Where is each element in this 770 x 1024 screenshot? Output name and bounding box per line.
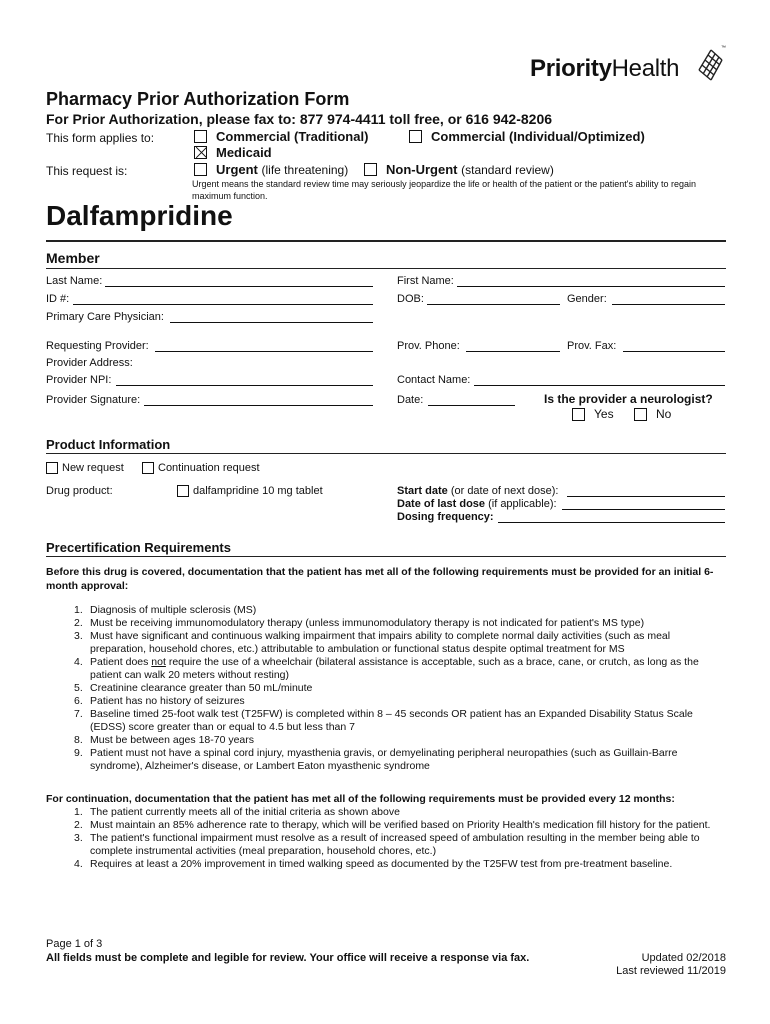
fax-instructions: For Prior Authorization, please fax to: 877 974-4411 toll free, or 616 942-8206 bbox=[46, 111, 553, 127]
list-item: 4. Patient does not require the use of a wheelchair (bilateral assistance is acceptable, such as a brace, cane, or crutch, as long as the patient can walk 20 meters without resting) bbox=[74, 656, 699, 681]
requesting-provider-field[interactable] bbox=[155, 351, 373, 352]
provider-npi-field[interactable] bbox=[116, 385, 373, 386]
list-item: 3. The patient's functional impairment must resolve as a result of increased speed of ambulation resulting in the member being able to complete instrumental activities (meal preparation, household chores, etc.) bbox=[74, 832, 700, 857]
last-dose-bold: Date of last dose bbox=[397, 498, 486, 510]
drug-product-label: Drug product: bbox=[46, 485, 113, 497]
dosing-frequency-field[interactable] bbox=[498, 522, 725, 523]
start-date-bold: Start date bbox=[397, 485, 448, 497]
logo-grid-icon bbox=[697, 46, 723, 82]
neurologist-no-label: No bbox=[656, 407, 672, 421]
pcp-field[interactable] bbox=[170, 322, 373, 323]
neurologist-question: Is the provider a neurologist? bbox=[544, 392, 713, 406]
form-title: Pharmacy Prior Authorization Form bbox=[46, 89, 350, 109]
provider-npi-label: Provider NPI: bbox=[46, 374, 112, 386]
requesting-provider-label: Requesting Provider: bbox=[46, 340, 149, 352]
last-dose-field[interactable] bbox=[562, 509, 725, 510]
list-item: 2. Must be receiving immunomodulatory therapy (unless immunomodulatory therapy is not indicated for patient's MS type) bbox=[74, 617, 645, 629]
date-field[interactable] bbox=[428, 405, 515, 406]
initial-requirements-list bbox=[46, 604, 726, 773]
urgent-label: Urgent bbox=[216, 162, 258, 177]
checkbox-continuation-request[interactable] bbox=[142, 462, 154, 474]
drug-title: Dalfampridine bbox=[46, 200, 233, 231]
option-commercial-individual: Commercial (Individual/Optimized) bbox=[431, 129, 645, 144]
first-name-label: First Name: bbox=[397, 275, 454, 287]
dob-label: DOB: bbox=[397, 293, 424, 305]
urgent-footnote: Urgent means the standard review time may seriously jeopardize the life or health of the patient or the patient's ability to regain maximum function. bbox=[192, 179, 696, 201]
dob-field[interactable] bbox=[427, 304, 560, 305]
urgent-note: (life threatening) bbox=[261, 163, 349, 177]
last-name-field[interactable] bbox=[105, 286, 373, 287]
list-item: 3. Must have significant and continuous walking impairment that impairs ability to complete normal daily activities (such as meal preparation, household chores, etc.) attributable to ambulation or functional status despite optimal treatment for MS bbox=[74, 630, 671, 655]
id-label: ID #: bbox=[46, 293, 70, 305]
initial-requirements-intro: Before this drug is covered, documentation that the patient has met all of the following requirements must be provided for an initial 6-month approval: bbox=[46, 566, 714, 592]
last-name-label: Last Name: bbox=[46, 275, 103, 287]
list-item: 5. Creatinine clearance greater than 50 mL/minute bbox=[74, 682, 313, 694]
contact-name-field[interactable] bbox=[474, 385, 725, 386]
provider-address-label: Provider Address: bbox=[46, 357, 133, 369]
contact-name-label: Contact Name: bbox=[397, 374, 471, 386]
request-type-label: This request is: bbox=[46, 164, 128, 178]
dalfampridine-option-label: dalfampridine 10 mg tablet bbox=[193, 485, 323, 497]
prov-phone-field[interactable] bbox=[466, 351, 560, 352]
non-urgent-label: Non-Urgent bbox=[386, 162, 458, 177]
trademark-mark: ™ bbox=[721, 45, 726, 51]
new-request-label: New request bbox=[62, 462, 124, 474]
checkbox-medicaid[interactable] bbox=[194, 146, 207, 159]
checkbox-non-urgent[interactable] bbox=[364, 163, 377, 176]
checkbox-neurologist-yes[interactable] bbox=[572, 408, 585, 421]
dosing-frequency-label: Dosing frequency: bbox=[397, 511, 494, 523]
start-date-label bbox=[397, 485, 558, 497]
checkbox-neurologist-no[interactable] bbox=[634, 408, 647, 421]
list-item: 1. Diagnosis of multiple sclerosis (MS) bbox=[74, 604, 257, 616]
date-label: Date: bbox=[397, 394, 424, 406]
checkbox-new-request[interactable] bbox=[46, 462, 58, 474]
prov-phone-label: Prov. Phone: bbox=[397, 340, 460, 352]
checkbox-dalfampridine[interactable] bbox=[177, 485, 189, 497]
title-divider bbox=[46, 240, 726, 242]
first-name-field[interactable] bbox=[457, 286, 725, 287]
neurologist-yes-label: Yes bbox=[594, 407, 614, 421]
logo-text-light: Health bbox=[611, 55, 680, 82]
pcp-label: Primary Care Physician: bbox=[46, 311, 164, 323]
continuation-requirements-list bbox=[46, 806, 726, 871]
list-item: 2. Must maintain an 85% adherence rate to therapy, which will be verified based on Priority Health's medication fill history for the patient. bbox=[74, 819, 711, 831]
precert-heading: Precertification Requirements bbox=[46, 540, 231, 555]
last-reviewed-date: Last reviewed 11/2019 bbox=[616, 965, 726, 977]
page-number: Page 1 of 3 bbox=[46, 938, 103, 950]
checkbox-urgent[interactable] bbox=[194, 163, 207, 176]
provider-signature-field[interactable] bbox=[144, 405, 373, 406]
member-heading: Member bbox=[46, 250, 100, 266]
product-divider bbox=[46, 453, 726, 454]
product-heading: Product Information bbox=[46, 437, 171, 452]
non-urgent-note: (standard review) bbox=[461, 163, 554, 177]
last-dose-note: (if applicable): bbox=[488, 498, 557, 510]
id-field[interactable] bbox=[73, 304, 373, 305]
list-item: 4. Requires at least a 20% improvement in timed walking speed as documented by the T25FW test from pre-treatment baseline. bbox=[74, 858, 673, 870]
list-item: 8. Must be between ages 18-70 years bbox=[74, 734, 255, 746]
list-item: 1. The patient currently meets all of the initial criteria as shown above bbox=[74, 806, 400, 818]
checkbox-commercial-individual[interactable] bbox=[409, 130, 422, 143]
list-item: 7. Baseline timed 25-foot walk test (T25FW) is completed within 8 – 45 seconds OR patient has an Expanded Disability Status Scale (EDSS) score greater than or equal to 4.5 but less than 7 bbox=[74, 708, 693, 733]
provider-signature-label: Provider Signature: bbox=[46, 394, 141, 406]
option-non-urgent bbox=[386, 162, 554, 177]
provider-address-field[interactable] bbox=[138, 368, 373, 369]
option-urgent bbox=[216, 162, 348, 177]
member-divider bbox=[46, 268, 726, 269]
list-item: 6. Patient has no history of seizures bbox=[74, 695, 245, 707]
last-dose-label bbox=[397, 498, 557, 510]
gender-label: Gender: bbox=[567, 293, 607, 305]
updated-date: Updated 02/2018 bbox=[641, 952, 726, 964]
continuation-request-label: Continuation request bbox=[158, 462, 260, 474]
checkbox-commercial-traditional[interactable] bbox=[194, 130, 207, 143]
footer-notice: All fields must be complete and legible for review. Your office will receive a response via fax. bbox=[46, 952, 530, 964]
prov-fax-field[interactable] bbox=[623, 351, 725, 352]
applies-to-label: This form applies to: bbox=[46, 131, 155, 145]
gender-field[interactable] bbox=[612, 304, 725, 305]
start-date-note: (or date of next dose): bbox=[450, 485, 559, 497]
option-medicaid: Medicaid bbox=[216, 145, 272, 160]
logo-text-bold: Priority bbox=[530, 55, 612, 82]
option-commercial-traditional: Commercial (Traditional) bbox=[216, 129, 369, 144]
priority-health-logo bbox=[530, 55, 679, 83]
prov-fax-label: Prov. Fax: bbox=[567, 340, 617, 352]
continuation-requirements-intro: For continuation, documentation that the patient has met all of the following requirements must be provided every 12 months: bbox=[46, 793, 675, 805]
precert-divider bbox=[46, 556, 726, 557]
start-date-field[interactable] bbox=[567, 496, 725, 497]
list-item: 9. Patient must not have a spinal cord injury, myasthenia gravis, or demyelinating peripheral neuropathies (such as Guillain-Barre syndrome), Alzheimer's disease, or Lambert Eaton myasthenic syndrome bbox=[74, 747, 678, 772]
